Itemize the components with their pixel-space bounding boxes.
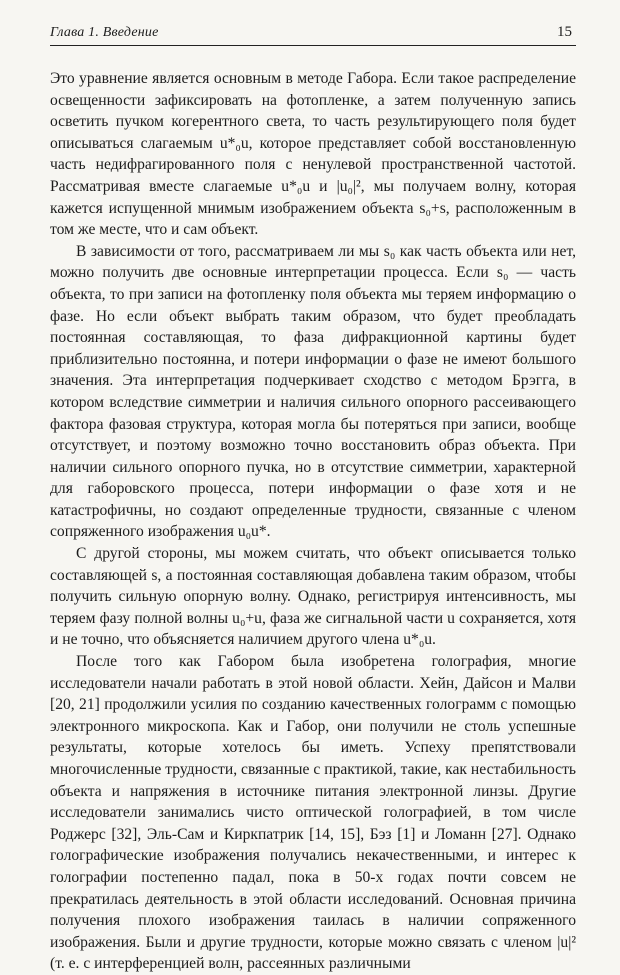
paragraph-4: После того как Габором была изобретена голография, многие исследователи начали работать в этой новой области. Хейн, Дайсон и Малви [20, 21] продолжили усилия по созданию качественных голограмм с помощью электронного микроскопа. Как и Габор, они получили не столь успешные результаты, которые хотелось бы иметь. Успеху препятствовали многочисленные трудности, связанные с практикой, такие, как нестабильность объекта и напряжения в источнике питания электронной линзы. Другие исследователи занимались чисто оптической голографией, в том числе Роджерс [32], Эль-Сам и Киркпатрик [14, 15], Бэз [1] и Ломанн [27]. Однако голографические изображения получались некачественными, и интерес к голографии постепенно падал, пока в 50-х годах почти совсем не прекратилась деятельность в этой области исследований. Основная причина получения плохого изображения таилась в наличии сопряженного изображения. Были и другие трудности, которые можно связать с членом |u|² (т. е. с интерференцией волн, рассеянных различными (50, 653, 576, 973)
paragraph-1: Это уравнение является основным в методе Габора. Если такое распределение освещенности зафиксировать на фотопленке, а затем полученную запись осветить пучком когерентного света, то часть результирующего поля будет описываться слагаемым u*₀u, которое представляет собой восстановленную часть недифрагированного поля с ненулевой пространственной частотой. Рассматривая вместе слагаемые u*₀u и |u₀|², мы получаем волну, которая кажется испущенной мнимым изображением объекта s₀+s, расположенным в том же месте, что и сам объект. (50, 70, 576, 239)
running-title: Глава 1. Введение (50, 25, 159, 40)
paragraph-2: В зависимости от того, рассматриваем ли мы s₀ как часть объекта или нет, можно получить две основные интерпретации процесса. Если s₀ — часть объекта, то при записи на фотопленку поля объекта мы теряем информацию о фазе. Но если объект выбрать таким образом, что будет преобладать постоянная составляющая, то фаза дифракционной картины будет приблизительно постоянна, и потери информации о фазе не имеют большого значения. Эта интерпретация подчеркивает сходство с методом Брэгга, в котором вследствие симметрии и наличия сильного опорного рассеивающего фактора фазовая структура, которая могла бы потеряться при записи, вообще отсутствует, и поэтому возможно точно восстановить образ объекта. При наличии сильного опорного пучка, но в отсутствие симметрии, характерной для габоровского процесса, потери информации о фазе хотя и не катастрофичны, но создают определенные трудности, связанные с членом сопряженного изображения u₀u*. (50, 242, 576, 541)
paragraph-3: С другой стороны, мы можем считать, что объект описывается только составляющей s, а постоянная составляющая добавлена таким образом, чтобы получить сильную опорную волну. Однако, регистрируя интенсивность, мы теряем фазу полной волны u₀+u, фаза же сигнальной части u сохраняется, хотя и не точно, что объясняется наличием другого члена u*₀u. (50, 545, 576, 649)
running-header (50, 24, 576, 46)
body-text (50, 68, 576, 975)
page-number: 15 (557, 24, 572, 40)
